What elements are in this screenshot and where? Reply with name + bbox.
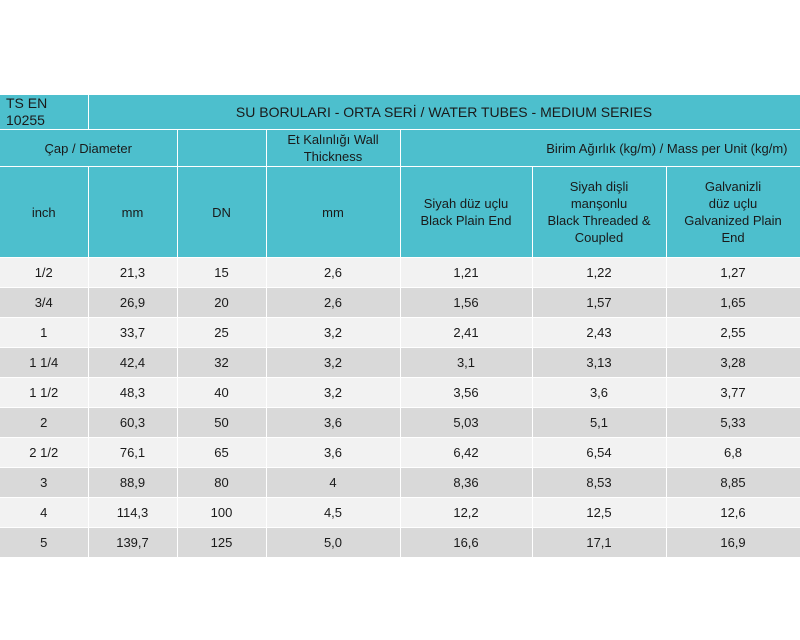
wall-thickness-line2: Thickness [303, 149, 363, 164]
black-plain-line1: Siyah düz uçlu [423, 196, 509, 211]
black-threaded-cell: 2,43 [532, 318, 666, 348]
dn-cell: 32 [177, 348, 266, 378]
dn-cell: 25 [177, 318, 266, 348]
table-row [0, 318, 800, 348]
water-tubes-table [0, 95, 800, 558]
mm-cell: 114,3 [88, 498, 177, 528]
black-threaded-cell: 3,13 [532, 348, 666, 378]
black-threaded-cell: 3,6 [532, 378, 666, 408]
black-threaded-cell: 12,5 [532, 498, 666, 528]
mm-cell: 26,9 [88, 288, 177, 318]
col-inch-header: inch [0, 167, 88, 258]
mm-cell: 33,7 [88, 318, 177, 348]
black-plain-cell: 5,03 [400, 408, 532, 438]
mm-cell: 60,3 [88, 408, 177, 438]
inch-cell: 3 [0, 468, 88, 498]
black-threaded-cell: 6,54 [532, 438, 666, 468]
galvanized-cell: 1,65 [666, 288, 800, 318]
black-threaded-line1: Siyah dişli [569, 179, 629, 194]
inch-cell: 5 [0, 528, 88, 558]
title-row [0, 95, 800, 130]
dn-cell: 15 [177, 258, 266, 288]
inch-cell: 1 [0, 318, 88, 348]
dn-cell: 125 [177, 528, 266, 558]
inch-cell: 4 [0, 498, 88, 528]
wall-mm-cell: 3,2 [266, 318, 400, 348]
wall-thickness-line1: Et Kalınlığı Wall [287, 132, 379, 147]
mm-cell: 42,4 [88, 348, 177, 378]
galvanized-cell: 3,77 [666, 378, 800, 408]
inch-cell: 1 1/4 [0, 348, 88, 378]
table-row [0, 348, 800, 378]
black-threaded-cell: 8,53 [532, 468, 666, 498]
diameter-group-header: Çap / Diameter [0, 130, 177, 167]
galvanized-line2: düz uçlu [708, 196, 758, 211]
table-title: SU BORULARI - ORTA SERİ / WATER TUBES - MEDIUM SERIES [88, 95, 800, 130]
dn-cell: 100 [177, 498, 266, 528]
galvanized-cell: 3,28 [666, 348, 800, 378]
table-row [0, 498, 800, 528]
black-threaded-cell: 5,1 [532, 408, 666, 438]
mm-cell: 21,3 [88, 258, 177, 288]
wall-thickness-group-header [266, 130, 400, 167]
col-dn-header: DN [177, 167, 266, 258]
wall-mm-cell: 5,0 [266, 528, 400, 558]
galvanized-cell: 1,27 [666, 258, 800, 288]
galvanized-cell: 16,9 [666, 528, 800, 558]
black-plain-cell: 1,56 [400, 288, 532, 318]
black-plain-line2: Black Plain End [420, 213, 512, 228]
wall-mm-cell: 4,5 [266, 498, 400, 528]
inch-cell: 2 [0, 408, 88, 438]
mm-cell: 88,9 [88, 468, 177, 498]
mass-group-header: Birim Ağırlık (kg/m) / Mass per Unit (kg/m) [400, 130, 800, 167]
galvanized-cell: 12,6 [666, 498, 800, 528]
column-header-row [0, 167, 800, 258]
table-row [0, 408, 800, 438]
black-threaded-cell: 1,57 [532, 288, 666, 318]
table-row [0, 378, 800, 408]
inch-cell: 1 1/2 [0, 378, 88, 408]
wall-mm-cell: 4 [266, 468, 400, 498]
col-wall-mm-header: mm [266, 167, 400, 258]
group-header-row [0, 130, 800, 167]
black-plain-cell: 6,42 [400, 438, 532, 468]
black-threaded-line2: manşonlu [570, 196, 628, 211]
wall-mm-cell: 3,6 [266, 438, 400, 468]
black-plain-cell: 3,1 [400, 348, 532, 378]
mm-cell: 48,3 [88, 378, 177, 408]
galvanized-line4: End [721, 230, 745, 245]
black-plain-cell: 12,2 [400, 498, 532, 528]
col-black-threaded-header [532, 167, 666, 258]
galvanized-cell: 6,8 [666, 438, 800, 468]
col-mm-header: mm [88, 167, 177, 258]
galvanized-cell: 8,85 [666, 468, 800, 498]
black-plain-cell: 16,6 [400, 528, 532, 558]
dn-cell: 80 [177, 468, 266, 498]
galvanized-cell: 2,55 [666, 318, 800, 348]
inch-cell: 2 1/2 [0, 438, 88, 468]
black-threaded-line4: Coupled [574, 230, 624, 245]
standard-label: TS EN 10255 [0, 95, 88, 130]
black-plain-cell: 8,36 [400, 468, 532, 498]
wall-mm-cell: 2,6 [266, 258, 400, 288]
wall-mm-cell: 3,6 [266, 408, 400, 438]
inch-cell: 3/4 [0, 288, 88, 318]
black-plain-cell: 1,21 [400, 258, 532, 288]
galvanized-cell: 5,33 [666, 408, 800, 438]
black-threaded-cell: 17,1 [532, 528, 666, 558]
col-black-plain-header [400, 167, 532, 258]
galvanized-line3: Galvanized Plain [684, 213, 782, 228]
inch-cell: 1/2 [0, 258, 88, 288]
table-row [0, 528, 800, 558]
black-plain-cell: 2,41 [400, 318, 532, 348]
mm-cell: 76,1 [88, 438, 177, 468]
black-plain-cell: 3,56 [400, 378, 532, 408]
dn-cell: 40 [177, 378, 266, 408]
dn-cell: 50 [177, 408, 266, 438]
dn-cell: 20 [177, 288, 266, 318]
col-galvanized-header [666, 167, 800, 258]
table-body [0, 95, 800, 558]
wall-mm-cell: 3,2 [266, 378, 400, 408]
black-threaded-line3: Black Threaded & [547, 213, 651, 228]
galvanized-line1: Galvanizli [704, 179, 762, 194]
table-row [0, 258, 800, 288]
wall-mm-cell: 2,6 [266, 288, 400, 318]
black-threaded-cell: 1,22 [532, 258, 666, 288]
table-row [0, 438, 800, 468]
wall-mm-cell: 3,2 [266, 348, 400, 378]
dn-group-blank [177, 130, 266, 167]
dn-cell: 65 [177, 438, 266, 468]
table-row [0, 468, 800, 498]
mm-cell: 139,7 [88, 528, 177, 558]
table-row [0, 288, 800, 318]
